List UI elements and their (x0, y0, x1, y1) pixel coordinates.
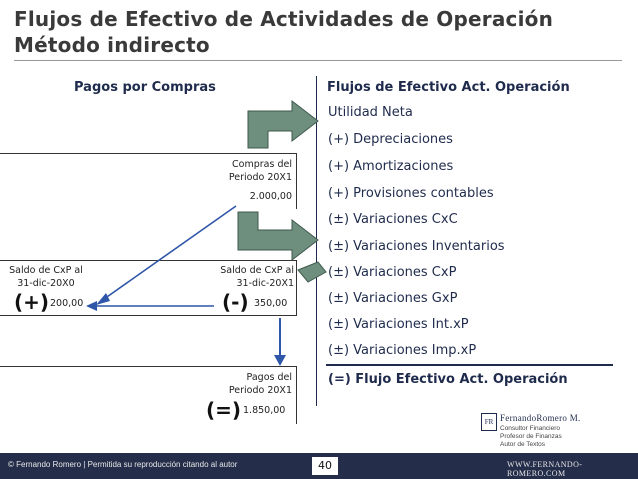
right-heading: Flujos de Efectivo Act. Operación (327, 80, 570, 95)
footer-website-link[interactable]: WWW.FERNANDO-ROMERO.COM (507, 460, 583, 478)
cashflow-item: (±) Variaciones Inventarios (328, 239, 505, 254)
arrow-head-icon (86, 301, 97, 311)
saldo-final-label-line-2: 31-dic-20X1 (236, 278, 294, 289)
cashflow-item: (+) Depreciaciones (328, 132, 453, 147)
saldo-inicial-label-line-1: Saldo de CxP al (9, 265, 83, 276)
arrow-right-icon (298, 262, 326, 282)
page-number: 40 (312, 457, 338, 475)
cashflow-total: (=) Flujo Efectivo Act. Operación (328, 372, 568, 387)
pagos-label-line-1: Pagos del (246, 372, 292, 383)
cashflow-item: (±) Variaciones Imp.xP (328, 343, 477, 358)
cashflow-item: (±) Variaciones CxP (328, 265, 457, 280)
left-heading: Pagos por Compras (74, 80, 216, 95)
cashflow-item: (±) Variaciones GxP (328, 291, 458, 306)
saldo-final-value: 350,00 (254, 298, 288, 309)
compras-value: 2.000,00 (249, 191, 292, 202)
cashflow-item: (+) Provisiones contables (328, 186, 494, 201)
cashflow-item: (±) Variaciones CxC (328, 212, 458, 227)
plus-sign: (+) (14, 290, 50, 314)
pagos-value: 1.850,00 (243, 405, 286, 416)
cashflow-item: (+) Amortizaciones (328, 159, 454, 174)
logo-initials: FR (484, 418, 494, 426)
minus-sign: (-) (222, 290, 249, 314)
pagos-label-line-2: Periodo 20X1 (228, 385, 292, 396)
logo-sub-line: Profesor de Finanzas (500, 433, 562, 440)
saldo-final-label-line-1: Saldo de CxP al (220, 265, 294, 276)
arrow-head-icon (274, 355, 286, 366)
cashflow-item: Utilidad Neta (328, 105, 413, 120)
cashflow-item: (±) Variaciones Int.xP (328, 317, 469, 332)
footer-copyright: © Fernando Romero | Permitida su reproducción citando al autor (8, 460, 238, 469)
logo-icon (481, 413, 497, 431)
equals-sign: (=) (206, 398, 242, 422)
logo-sub-line: Consultor Financiero (500, 425, 560, 432)
diagonal-arrow-line (104, 206, 236, 299)
bent-arrow-icon (248, 101, 318, 148)
arrow-head-icon (96, 293, 110, 305)
logo-sub-line: Autor de Textos (500, 441, 546, 448)
title-line-2: Método indirecto (14, 33, 210, 57)
logo-name: FernandoRomero M. (500, 413, 581, 423)
compras-label-line-1: Compras del (232, 159, 292, 170)
title-line-1: Flujos de Efectivo de Actividades de Operación (14, 7, 554, 31)
saldo-inicial-value: 200,00 (50, 298, 84, 309)
compras-label-line-2: Periodo 20X1 (228, 172, 292, 183)
saldo-inicial-label-line-2: 31-dic-20X0 (17, 278, 75, 289)
bent-arrow-icon (238, 212, 318, 260)
